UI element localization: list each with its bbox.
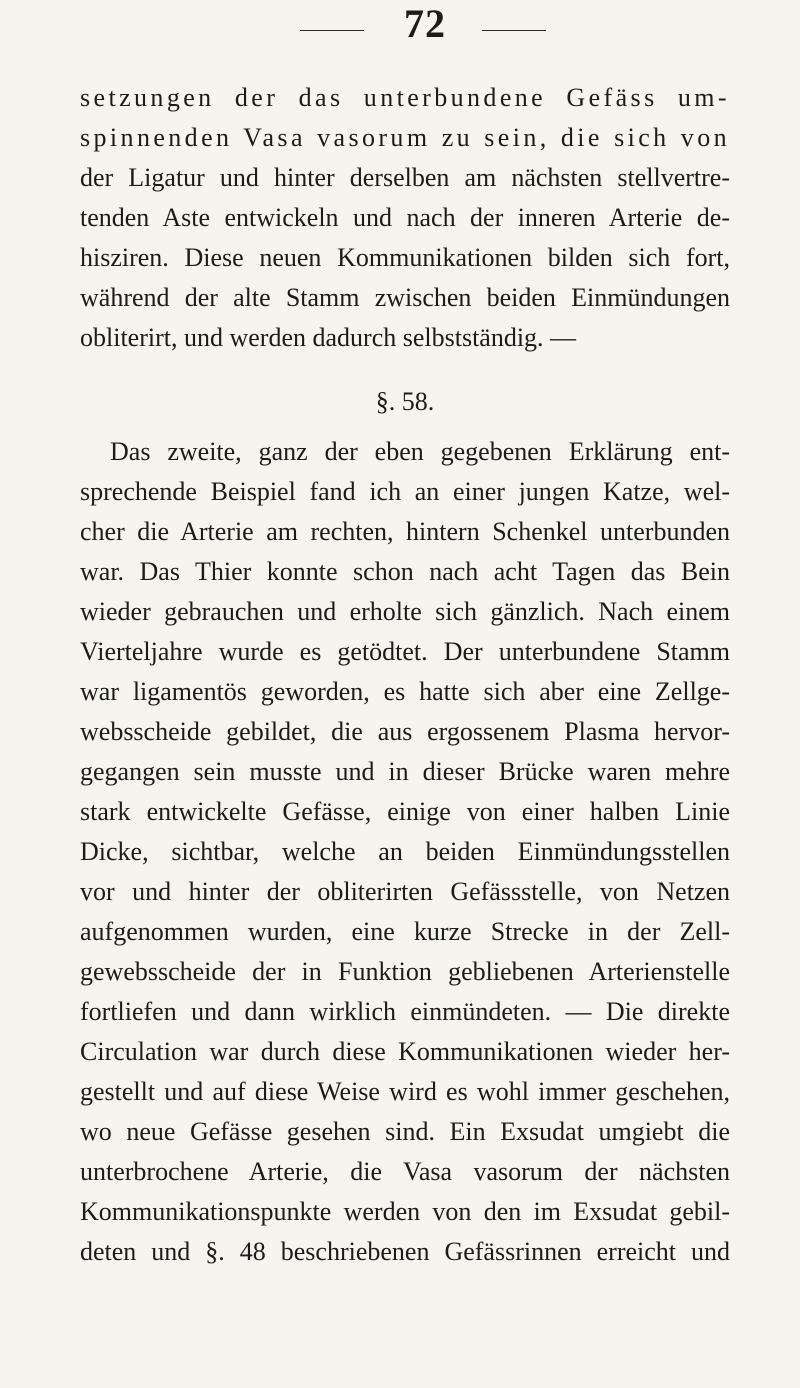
text-line: hisziren. Diese neuen Kommunikationen bilden sich fort, bbox=[80, 243, 730, 272]
text-line: gegangen sein musste und in dieser Brücke waren mehre bbox=[80, 757, 730, 786]
text-line: websscheide gebildet, die aus ergossenem Plasma hervor- bbox=[80, 717, 730, 746]
text-line: war ligamentös geworden, es hatte sich aber eine Zellge- bbox=[80, 677, 730, 706]
text-line: spinnenden Vasa vasorum zu sein, die sich von bbox=[80, 123, 730, 152]
text-line: gestellt und auf diese Weise wird es wohl immer geschehen, bbox=[80, 1077, 730, 1106]
text-line: setzungen der das unterbundene Gefäss um- bbox=[80, 83, 730, 112]
header-rule-left bbox=[300, 30, 364, 31]
paragraph-1 bbox=[80, 78, 730, 358]
page-header bbox=[0, 0, 800, 60]
text-line: der Ligatur und hinter derselben am nächsten stellvertre- bbox=[80, 163, 730, 192]
text-line: deten und §. 48 beschriebenen Gefässrinnen erreicht und bbox=[80, 1237, 730, 1266]
text-line: cher die Arterie am rechten, hintern Schenkel unterbunden bbox=[80, 517, 730, 546]
text-line: war. Das Thier konnte schon nach acht Tagen das Bein bbox=[80, 557, 730, 586]
text-line: aufgenommen wurden, eine kurze Strecke in der Zell- bbox=[80, 917, 730, 946]
text-line: Dicke, sichtbar, welche an beiden Einmündungsstellen bbox=[80, 837, 730, 866]
text-line: Vierteljahre wurde es getödtet. Der unterbundene Stamm bbox=[80, 637, 730, 666]
page-number: 72 bbox=[404, 1, 446, 46]
text-line: tenden Aste entwickeln und nach der inneren Arterie de- bbox=[80, 203, 730, 232]
text-line: Kommunikationspunkte werden von den im Exsudat gebil- bbox=[80, 1197, 730, 1226]
text-line: unterbrochene Arterie, die Vasa vasorum der nächsten bbox=[80, 1157, 730, 1186]
text-line: vor und hinter der obliterirten Gefässstelle, von Netzen bbox=[80, 877, 730, 906]
text-line: wo neue Gefässe gesehen sind. Ein Exsudat umgiebt die bbox=[80, 1117, 730, 1146]
text-line: Circulation war durch diese Kommunikationen wieder her- bbox=[80, 1037, 730, 1066]
text-line: fortliefen und dann wirklich einmündeten. — Die direkte bbox=[80, 997, 730, 1026]
text-line: während der alte Stamm zwischen beiden Einmündungen bbox=[80, 283, 730, 312]
text-line: obliterirt, und werden dadurch selbstständig. — bbox=[80, 323, 577, 352]
text-line: gewebsscheide der in Funktion gebliebenen Arterienstelle bbox=[80, 957, 730, 986]
body-text bbox=[80, 78, 730, 1272]
text-line: stark entwickelte Gefässe, einige von einer halben Linie bbox=[80, 797, 730, 826]
text-line: wieder gebrauchen und erholte sich gänzlich. Nach einem bbox=[80, 597, 730, 626]
section-heading: §. 58. bbox=[375, 387, 435, 416]
paragraph-2 bbox=[80, 432, 730, 1272]
text-line: sprechende Beispiel fand ich an einer jungen Katze, wel- bbox=[80, 477, 730, 506]
text-line: Das zweite, ganz der eben gegebenen Erklärung ent- bbox=[110, 437, 730, 466]
header-rule-right bbox=[482, 30, 546, 31]
